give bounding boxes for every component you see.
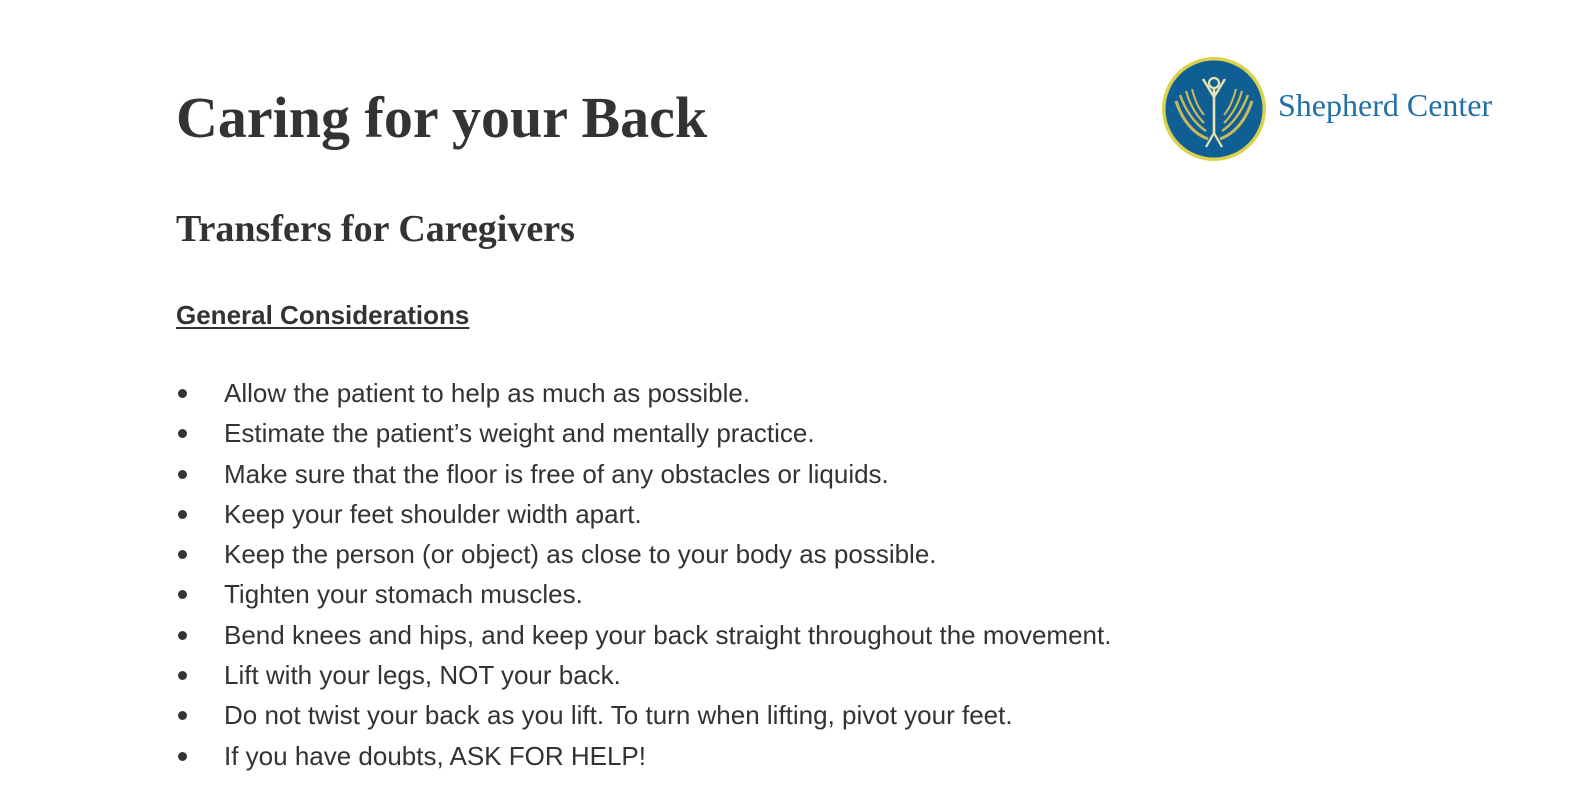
list-item xyxy=(176,534,1111,574)
section-heading: General Considerations xyxy=(176,300,470,330)
list-item-text: If you have doubts, ASK FOR HELP! xyxy=(224,740,646,771)
list-item-text: Lift with your legs, NOT your back. xyxy=(224,660,621,691)
list-item xyxy=(176,695,1111,735)
list-item-text: Allow the patient to help as much as possible. xyxy=(224,378,751,408)
list-item xyxy=(176,413,1111,453)
considerations-list xyxy=(176,373,1111,776)
shepherd-center-hands-emblem-icon xyxy=(1160,55,1268,163)
bullet-icon xyxy=(178,389,187,398)
bullet-icon xyxy=(178,590,187,599)
list-item xyxy=(176,373,1111,413)
bullet-icon xyxy=(178,711,187,720)
page-title: Caring for your Back xyxy=(176,85,708,150)
bullet-icon xyxy=(178,550,187,559)
list-item xyxy=(176,574,1111,614)
list-item-text: Keep your feet shoulder width apart. xyxy=(224,498,642,529)
bullet-icon xyxy=(178,671,187,680)
list-item xyxy=(176,736,1111,776)
list-item-text: Make sure that the floor is free of any obstacles or liquids. xyxy=(224,458,889,489)
bullet-icon xyxy=(178,510,187,519)
list-item-text: Estimate the patient’s weight and mentally practice. xyxy=(224,418,815,449)
list-item-text: Keep the person (or object) as close to your body as possible. xyxy=(224,539,937,570)
list-item-text: Tighten your stomach muscles. xyxy=(224,579,583,610)
list-item xyxy=(176,494,1111,534)
page-subtitle: Transfers for Caregivers xyxy=(176,208,575,250)
bullet-icon xyxy=(178,429,187,438)
logo-text: Shepherd Center xyxy=(1278,87,1493,123)
bullet-icon xyxy=(178,631,187,640)
shepherd-center-logo xyxy=(1160,55,1540,163)
list-item xyxy=(176,454,1111,494)
list-item xyxy=(176,615,1111,655)
bullet-icon xyxy=(178,470,187,479)
list-item-text: Bend knees and hips, and keep your back straight throughout the movement. xyxy=(224,619,1112,650)
list-item-text: Do not twist your back as you lift. To turn when lifting, pivot your feet. xyxy=(224,700,1013,731)
bullet-icon xyxy=(178,752,187,761)
list-item xyxy=(176,655,1111,695)
